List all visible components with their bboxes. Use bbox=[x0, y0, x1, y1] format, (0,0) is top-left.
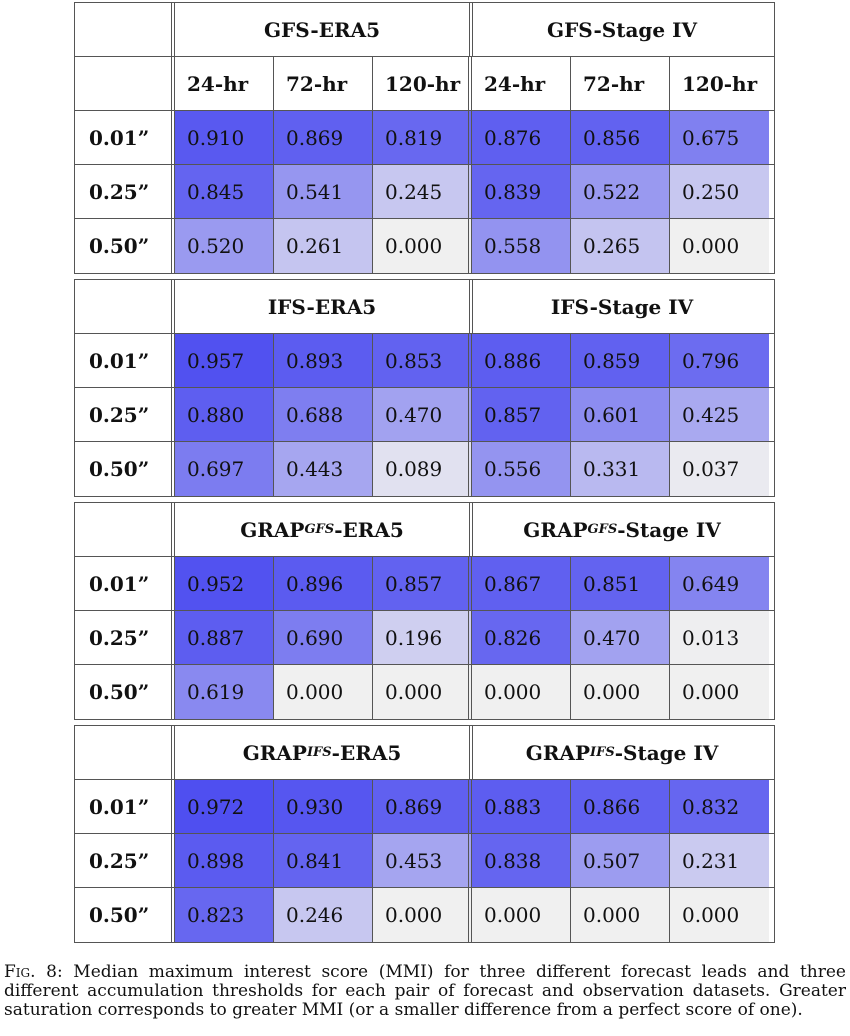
table-block bbox=[74, 2, 775, 274]
table-block bbox=[74, 725, 775, 943]
table-row bbox=[75, 165, 774, 219]
mmi-cell: 0.857 bbox=[472, 388, 571, 441]
threshold-label: 0.25” bbox=[75, 611, 175, 664]
lead-header: 72-hr bbox=[274, 57, 373, 110]
pair-header bbox=[175, 3, 473, 56]
lead-header: 120-hr bbox=[373, 57, 472, 110]
mmi-cell: 0.688 bbox=[274, 388, 373, 441]
mmi-cell: 0.000 bbox=[670, 888, 769, 942]
table-row bbox=[75, 888, 774, 942]
pair-header-suffix: -Stage IV bbox=[617, 517, 721, 542]
pair-header-base: GRAP bbox=[523, 517, 588, 542]
corner-cell bbox=[75, 726, 175, 779]
mmi-cell: 0.522 bbox=[571, 165, 670, 218]
mmi-cell: 0.845 bbox=[175, 165, 274, 218]
corner-cell bbox=[75, 57, 175, 110]
mmi-cell: 0.556 bbox=[472, 442, 571, 496]
mmi-cell: 0.037 bbox=[670, 442, 769, 496]
caption-text: Median maximum interest score (MMI) for three different forecast leads and three different accumulation thresholds for each pair of forecast and observation datasets. Greater saturation corresponds to greater MMI (or a smaller difference from a perfect score of one). bbox=[4, 962, 846, 1020]
mmi-cell: 0.957 bbox=[175, 334, 274, 387]
pair-header-name: GFS-Stage IV bbox=[547, 17, 697, 42]
mmi-cell: 0.690 bbox=[274, 611, 373, 664]
threshold-label: 0.01” bbox=[75, 111, 175, 164]
pair-header bbox=[473, 726, 771, 779]
mmi-cell: 0.853 bbox=[373, 334, 472, 387]
mmi-cell: 0.859 bbox=[571, 334, 670, 387]
mmi-cell: 0.649 bbox=[670, 557, 769, 610]
mmi-cell: 0.558 bbox=[472, 219, 571, 273]
pair-header-subscript: IFS bbox=[306, 745, 332, 760]
mmi-cell: 0.000 bbox=[472, 888, 571, 942]
header-row bbox=[75, 503, 774, 557]
mmi-cell: 0.883 bbox=[472, 780, 571, 833]
pair-header-name: IFS-ERA5 bbox=[267, 294, 377, 319]
threshold-label: 0.25” bbox=[75, 165, 175, 218]
mmi-cell: 0.841 bbox=[274, 834, 373, 887]
mmi-cell: 0.839 bbox=[472, 165, 571, 218]
pair-header-suffix: -ERA5 bbox=[331, 740, 402, 765]
lead-header: 24-hr bbox=[175, 57, 274, 110]
table-block bbox=[74, 279, 775, 497]
mmi-cell: 0.000 bbox=[373, 888, 472, 942]
threshold-label: 0.50” bbox=[75, 888, 175, 942]
mmi-cell: 0.886 bbox=[472, 334, 571, 387]
mmi-cell: 0.893 bbox=[274, 334, 373, 387]
table-row bbox=[75, 111, 774, 165]
mmi-cell: 0.869 bbox=[373, 780, 472, 833]
figure-caption bbox=[4, 963, 846, 1020]
mmi-cell: 0.000 bbox=[571, 665, 670, 719]
mmi-cell: 0.910 bbox=[175, 111, 274, 164]
mmi-cell: 0.675 bbox=[670, 111, 769, 164]
mmi-cell: 0.000 bbox=[373, 219, 472, 273]
mmi-cell: 0.265 bbox=[571, 219, 670, 273]
mmi-cell: 0.952 bbox=[175, 557, 274, 610]
mmi-cell: 0.000 bbox=[670, 665, 769, 719]
mmi-table bbox=[74, 2, 775, 948]
pair-header bbox=[473, 503, 771, 556]
mmi-cell: 0.000 bbox=[373, 665, 472, 719]
mmi-cell: 0.823 bbox=[175, 888, 274, 942]
mmi-cell: 0.541 bbox=[274, 165, 373, 218]
mmi-cell: 0.425 bbox=[670, 388, 769, 441]
table-row bbox=[75, 834, 774, 888]
pair-header-name: IFS-Stage IV bbox=[550, 294, 694, 319]
table-row bbox=[75, 665, 774, 719]
header-row bbox=[75, 3, 774, 57]
mmi-cell: 0.896 bbox=[274, 557, 373, 610]
mmi-cell: 0.887 bbox=[175, 611, 274, 664]
pair-header-suffix: -Stage IV bbox=[614, 740, 719, 765]
mmi-cell: 0.000 bbox=[571, 888, 670, 942]
corner-cell bbox=[75, 3, 175, 56]
mmi-cell: 0.000 bbox=[670, 219, 769, 273]
pair-header-subscript: GFS bbox=[587, 522, 618, 537]
pair-header-subscript: GFS bbox=[304, 522, 335, 537]
mmi-cell: 0.832 bbox=[670, 780, 769, 833]
pair-header-base: GRAP bbox=[240, 517, 305, 542]
pair-header bbox=[175, 503, 473, 556]
mmi-cell: 0.261 bbox=[274, 219, 373, 273]
corner-cell bbox=[75, 503, 175, 556]
mmi-cell: 0.507 bbox=[571, 834, 670, 887]
pair-header-subscript: IFS bbox=[590, 745, 615, 760]
lead-header-row bbox=[75, 57, 774, 111]
threshold-label: 0.50” bbox=[75, 219, 175, 273]
table-row bbox=[75, 334, 774, 388]
header-row bbox=[75, 726, 774, 780]
mmi-cell: 0.851 bbox=[571, 557, 670, 610]
mmi-cell: 0.796 bbox=[670, 334, 769, 387]
threshold-label: 0.01” bbox=[75, 334, 175, 387]
table-row bbox=[75, 388, 774, 442]
mmi-cell: 0.857 bbox=[373, 557, 472, 610]
mmi-cell: 0.470 bbox=[571, 611, 670, 664]
mmi-cell: 0.000 bbox=[274, 665, 373, 719]
mmi-cell: 0.880 bbox=[175, 388, 274, 441]
corner-cell bbox=[75, 280, 175, 333]
pair-header-base: GRAP bbox=[242, 740, 307, 765]
table-row bbox=[75, 611, 774, 665]
mmi-cell: 0.245 bbox=[373, 165, 472, 218]
mmi-cell: 0.972 bbox=[175, 780, 274, 833]
mmi-cell: 0.196 bbox=[373, 611, 472, 664]
table-block bbox=[74, 502, 775, 720]
pair-header bbox=[473, 3, 771, 56]
mmi-cell: 0.601 bbox=[571, 388, 670, 441]
mmi-cell: 0.520 bbox=[175, 219, 274, 273]
mmi-cell: 0.443 bbox=[274, 442, 373, 496]
threshold-label: 0.50” bbox=[75, 665, 175, 719]
threshold-label: 0.01” bbox=[75, 780, 175, 833]
mmi-cell: 0.856 bbox=[571, 111, 670, 164]
mmi-cell: 0.231 bbox=[670, 834, 769, 887]
mmi-cell: 0.869 bbox=[274, 111, 373, 164]
mmi-cell: 0.453 bbox=[373, 834, 472, 887]
pair-header bbox=[175, 280, 473, 333]
pair-header bbox=[175, 726, 473, 779]
table-row bbox=[75, 442, 774, 496]
threshold-label: 0.01” bbox=[75, 557, 175, 610]
mmi-cell: 0.826 bbox=[472, 611, 571, 664]
mmi-cell: 0.331 bbox=[571, 442, 670, 496]
lead-header: 24-hr bbox=[472, 57, 571, 110]
mmi-cell: 0.867 bbox=[472, 557, 571, 610]
mmi-cell: 0.470 bbox=[373, 388, 472, 441]
mmi-cell: 0.013 bbox=[670, 611, 769, 664]
mmi-cell: 0.819 bbox=[373, 111, 472, 164]
mmi-cell: 0.838 bbox=[472, 834, 571, 887]
mmi-cell: 0.000 bbox=[472, 665, 571, 719]
header-row bbox=[75, 280, 774, 334]
caption-label: Fig. 8: bbox=[4, 962, 63, 982]
mmi-cell: 0.930 bbox=[274, 780, 373, 833]
mmi-cell: 0.876 bbox=[472, 111, 571, 164]
table-row bbox=[75, 219, 774, 273]
pair-header-suffix: -ERA5 bbox=[334, 517, 404, 542]
lead-header: 120-hr bbox=[682, 71, 758, 96]
mmi-cell: 0.246 bbox=[274, 888, 373, 942]
threshold-label: 0.25” bbox=[75, 834, 175, 887]
mmi-cell: 0.898 bbox=[175, 834, 274, 887]
mmi-cell: 0.866 bbox=[571, 780, 670, 833]
lead-header: 72-hr bbox=[571, 57, 670, 110]
mmi-cell: 0.250 bbox=[670, 165, 769, 218]
mmi-cell: 0.089 bbox=[373, 442, 472, 496]
pair-header bbox=[473, 280, 771, 333]
table-row bbox=[75, 557, 774, 611]
pair-header-name: GFS-ERA5 bbox=[263, 17, 381, 42]
table-row bbox=[75, 780, 774, 834]
threshold-label: 0.50” bbox=[75, 442, 175, 496]
pair-header-base: GRAP bbox=[525, 740, 591, 765]
mmi-cell: 0.697 bbox=[175, 442, 274, 496]
mmi-cell: 0.619 bbox=[175, 665, 274, 719]
threshold-label: 0.25” bbox=[75, 388, 175, 441]
